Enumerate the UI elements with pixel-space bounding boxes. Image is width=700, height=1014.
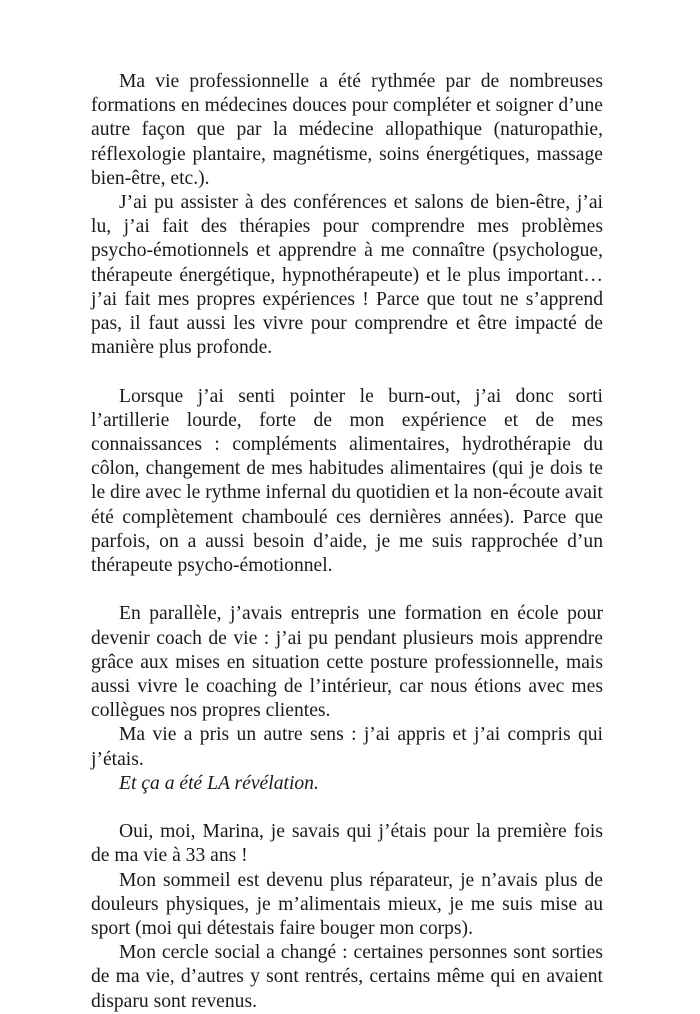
paragraph-new-meaning: Ma vie a pris un autre sens : j’ai appris et j’ai compris qui j’étais.: [91, 724, 603, 770]
paragraph-sleep-health: Mon sommeil est devenu plus réparateur, je n’avais plus de douleurs physiques, je m’alimentais mieux, je me suis mise au sport (moi qui détestais faire bouger mon corps).: [91, 869, 603, 940]
revelation-italic-text: Et ça a été LA révélation.: [119, 772, 319, 794]
paragraph-professional-life: Ma vie professionnelle a été rythmée par de nombreuses formations en médecines douces pour compléter et soigner d’une autre façon que par la médecine allopathique (naturopathie, réflexologie plantaire, magnétisme, soins énergétiques, massage bien-être, etc.).: [91, 71, 603, 189]
paragraph-marina-33: Oui, moi, Marina, je savais qui j’étais pour la première fois de ma vie à 33 ans !: [91, 821, 603, 867]
paragraph-revelation: [91, 772, 603, 796]
paragraph-social-circle: Mon cercle social a changé : certaines personnes sont sorties de ma vie, d’autres y sont rentrés, certains même qui en avaient disparu sont revenus.: [91, 942, 603, 1012]
paragraph-coach-training: En parallèle, j’avais entrepris une formation en école pour devenir coach de vie : j’ai pu pendant plusieurs mois apprendre grâce aux mises en situation cette posture professionnelle, mais aussi vivre le coaching de l’intérieur, car nous étions avec mes collègues nos propres clientes.: [91, 603, 603, 722]
paragraph-burn-out: Lorsque j’ai senti pointer le burn-out, j’ai donc sorti l’artillerie lourde, forte de mon expérience et de mes connaissances : compléments alimentaires, hydrothérapie du côlon, changement de mes habitudes alimentaires (qui je dois te le dire avec le rythme infernal du quotidien et la non-écoute avait été complètement chamboulé ces dernières années). Parce que parfois, on a aussi besoin d’aide, je me suis rapprochée d’un thérapeute psycho-émotionnel.: [91, 385, 603, 577]
page-body-text: [91, 70, 603, 1014]
paragraph-conferences-therapies: J’ai pu assister à des conférences et salons de bien-être, j’ai lu, j’ai fait des thérapies pour comprendre mes problèmes psycho-émotionnels et apprendre à me connaître (psychologue, thérapeute énergétique, hypnothérapeute) et le plus important… j’ai fait mes propres expériences ! Parce que tout ne s’apprend pas, il faut aussi les vivre pour comprendre et être impacté de manière plus profonde.: [91, 192, 603, 359]
